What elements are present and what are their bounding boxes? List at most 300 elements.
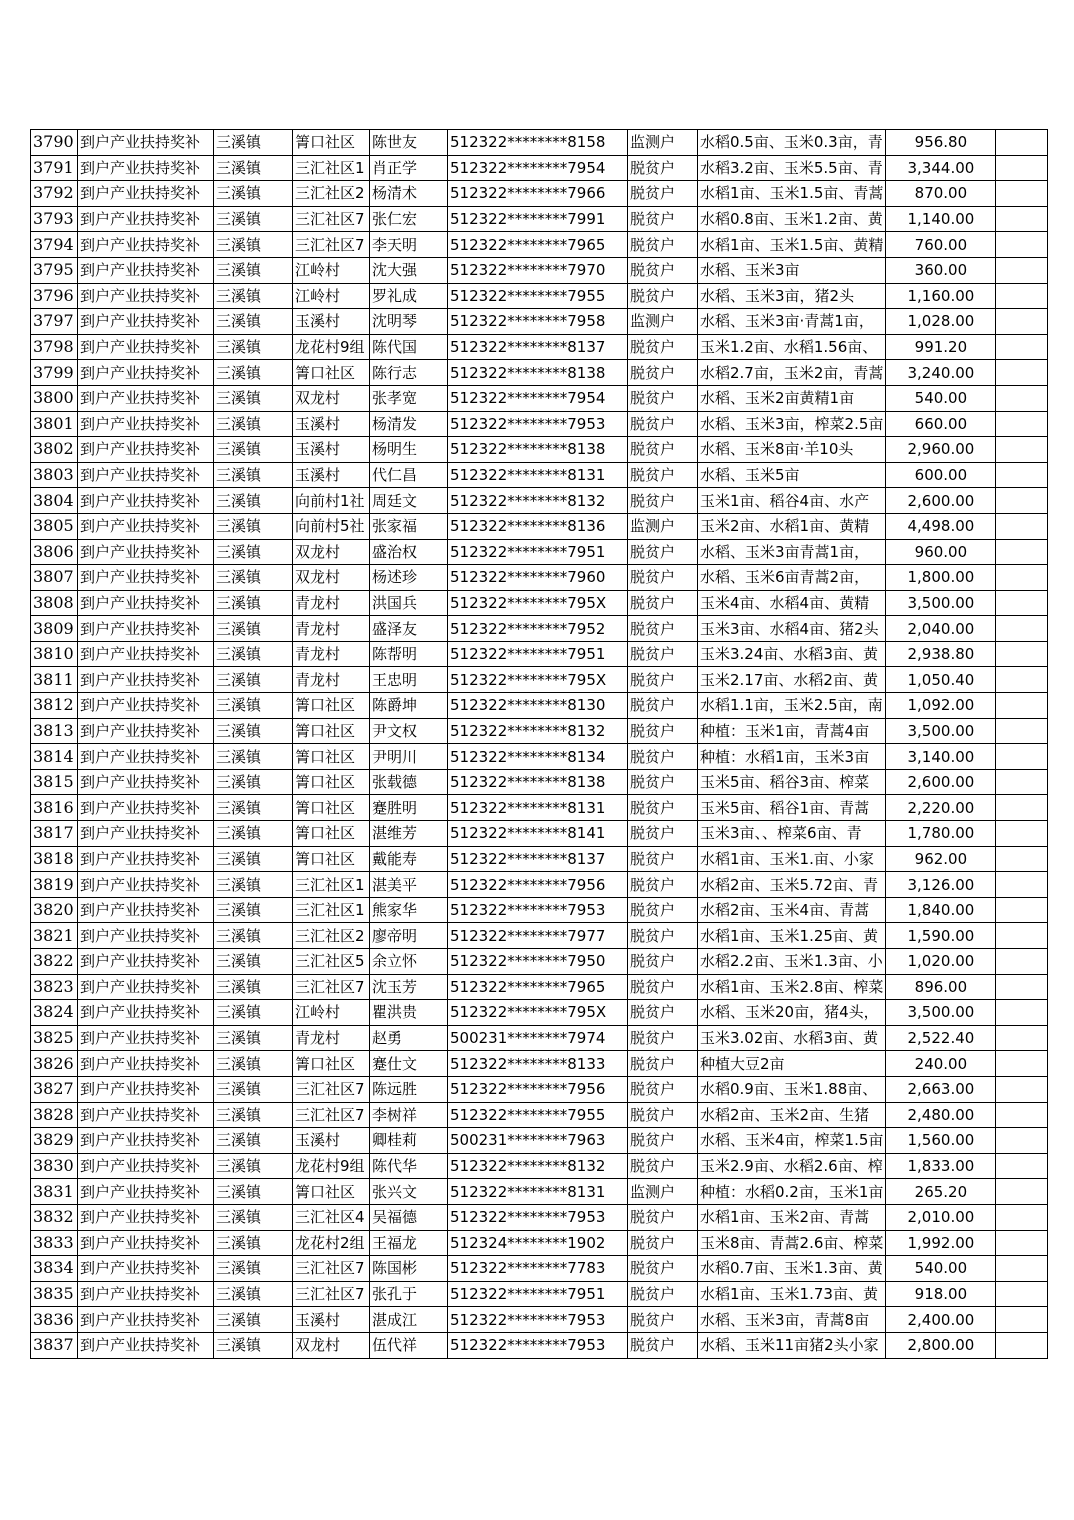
household-type-cell: 脱贫户	[628, 206, 698, 232]
remark-cell	[996, 1102, 1048, 1128]
planting-detail-cell: 玉米3.24亩、水稻3亩、黄	[698, 641, 886, 667]
person-name-cell: 杨明生	[370, 437, 448, 463]
remark-cell	[996, 360, 1048, 386]
household-type-cell: 脱贫户	[628, 1204, 698, 1230]
remark-cell	[996, 232, 1048, 258]
planting-detail-cell: 水稻1亩、玉米1.25亩、黄	[698, 923, 886, 949]
person-name-cell: 杨清术	[370, 181, 448, 207]
table-row	[31, 539, 1048, 565]
town-cell: 三溪镇	[214, 744, 293, 770]
id-number-cell: 512322********7954	[448, 155, 628, 181]
town-cell: 三溪镇	[214, 360, 293, 386]
id-number-cell: 512322********7955	[448, 283, 628, 309]
remark-cell	[996, 513, 1048, 539]
planting-detail-cell: 水稻0.8亩、玉米1.2亩、黄	[698, 206, 886, 232]
table-row	[31, 1179, 1048, 1205]
project-name-cell: 到户产业扶持奖补	[78, 897, 214, 923]
person-name-cell: 尹文权	[370, 718, 448, 744]
village-cell: 三汇社区2	[293, 181, 370, 207]
person-name-cell: 陈行志	[370, 360, 448, 386]
remark-cell	[996, 974, 1048, 1000]
project-name-cell: 到户产业扶持奖补	[78, 1153, 214, 1179]
id-number-cell: 512322********8133	[448, 1051, 628, 1077]
household-type-cell: 脱贫户	[628, 334, 698, 360]
village-cell: 向前村5社	[293, 513, 370, 539]
remark-cell	[996, 846, 1048, 872]
remark-cell	[996, 385, 1048, 411]
amount-cell: 1,560.00	[886, 1128, 996, 1154]
amount-cell: 660.00	[886, 411, 996, 437]
village-cell: 玉溪村	[293, 309, 370, 335]
town-cell: 三溪镇	[214, 795, 293, 821]
planting-detail-cell: 玉米5亩、稻谷1亩、青蒿	[698, 795, 886, 821]
person-name-cell: 李树祥	[370, 1102, 448, 1128]
planting-detail-cell: 玉米2.9亩、水稻2.6亩、榨	[698, 1153, 886, 1179]
town-cell: 三溪镇	[214, 821, 293, 847]
id-number-cell: 500231********7974	[448, 1025, 628, 1051]
row-number-cell: 3801	[31, 411, 78, 437]
person-name-cell: 陈帮明	[370, 641, 448, 667]
person-name-cell: 周廷文	[370, 488, 448, 514]
id-number-cell: 512322********7953	[448, 411, 628, 437]
person-name-cell: 张载德	[370, 769, 448, 795]
row-number-cell: 3802	[31, 437, 78, 463]
id-number-cell: 512322********8132	[448, 718, 628, 744]
row-number-cell: 3825	[31, 1025, 78, 1051]
planting-detail-cell: 水稻1.1亩，玉米2.5亩，南	[698, 693, 886, 719]
table-row	[31, 641, 1048, 667]
id-number-cell: 512322********7960	[448, 565, 628, 591]
remark-cell	[996, 411, 1048, 437]
amount-cell: 240.00	[886, 1051, 996, 1077]
town-cell: 三溪镇	[214, 974, 293, 1000]
remark-cell	[996, 155, 1048, 181]
remark-cell	[996, 1051, 1048, 1077]
project-name-cell: 到户产业扶持奖补	[78, 1025, 214, 1051]
table-row	[31, 590, 1048, 616]
household-type-cell: 脱贫户	[628, 232, 698, 258]
row-number-cell: 3830	[31, 1153, 78, 1179]
town-cell: 三溪镇	[214, 1179, 293, 1205]
table-row	[31, 513, 1048, 539]
planting-detail-cell: 玉米8亩、青蒿2.6亩、榨菜	[698, 1230, 886, 1256]
household-type-cell: 脱贫户	[628, 718, 698, 744]
table-row	[31, 744, 1048, 770]
planting-detail-cell: 水稻、玉米6亩青蒿2亩，	[698, 565, 886, 591]
remark-cell	[996, 1179, 1048, 1205]
amount-cell: 2,663.00	[886, 1076, 996, 1102]
person-name-cell: 张兴文	[370, 1179, 448, 1205]
id-number-cell: 512322********7951	[448, 539, 628, 565]
village-cell: 箐口社区	[293, 360, 370, 386]
id-number-cell: 512322********7953	[448, 897, 628, 923]
town-cell: 三溪镇	[214, 769, 293, 795]
household-type-cell: 脱贫户	[628, 923, 698, 949]
row-number-cell: 3805	[31, 513, 78, 539]
remark-cell	[996, 795, 1048, 821]
row-number-cell: 3791	[31, 155, 78, 181]
project-name-cell: 到户产业扶持奖补	[78, 565, 214, 591]
village-cell: 玉溪村	[293, 437, 370, 463]
household-type-cell: 监测户	[628, 513, 698, 539]
planting-detail-cell: 玉米5亩、稻谷3亩、榨菜	[698, 769, 886, 795]
remark-cell	[996, 923, 1048, 949]
household-type-cell: 脱贫户	[628, 1332, 698, 1358]
amount-cell: 4,498.00	[886, 513, 996, 539]
remark-cell	[996, 437, 1048, 463]
town-cell: 三溪镇	[214, 846, 293, 872]
id-number-cell: 512322********795X	[448, 1000, 628, 1026]
table-row	[31, 130, 1048, 156]
remark-cell	[996, 257, 1048, 283]
row-number-cell: 3814	[31, 744, 78, 770]
table-row	[31, 1204, 1048, 1230]
household-type-cell: 脱贫户	[628, 795, 698, 821]
row-number-cell: 3835	[31, 1281, 78, 1307]
remark-cell	[996, 616, 1048, 642]
amount-cell: 3,126.00	[886, 872, 996, 898]
person-name-cell: 代仁昌	[370, 462, 448, 488]
person-name-cell: 张家福	[370, 513, 448, 539]
planting-detail-cell: 水稻2亩、玉米5.72亩、青	[698, 872, 886, 898]
remark-cell	[996, 1153, 1048, 1179]
household-type-cell: 脱贫户	[628, 693, 698, 719]
amount-cell: 956.80	[886, 130, 996, 156]
household-type-cell: 脱贫户	[628, 462, 698, 488]
household-type-cell: 监测户	[628, 309, 698, 335]
town-cell: 三溪镇	[214, 232, 293, 258]
town-cell: 三溪镇	[214, 488, 293, 514]
village-cell: 三汇社区7	[293, 1256, 370, 1282]
village-cell: 箐口社区	[293, 718, 370, 744]
amount-cell: 1,160.00	[886, 283, 996, 309]
project-name-cell: 到户产业扶持奖补	[78, 923, 214, 949]
village-cell: 双龙村	[293, 1332, 370, 1358]
amount-cell: 360.00	[886, 257, 996, 283]
id-number-cell: 512322********7952	[448, 616, 628, 642]
household-type-cell: 监测户	[628, 130, 698, 156]
household-type-cell: 脱贫户	[628, 846, 698, 872]
id-number-cell: 512322********7991	[448, 206, 628, 232]
household-type-cell: 脱贫户	[628, 488, 698, 514]
table-row	[31, 257, 1048, 283]
village-cell: 箐口社区	[293, 1051, 370, 1077]
project-name-cell: 到户产业扶持奖补	[78, 1051, 214, 1077]
household-type-cell: 脱贫户	[628, 1230, 698, 1256]
town-cell: 三溪镇	[214, 513, 293, 539]
planting-detail-cell: 种植：水稻0.2亩，玉米1亩	[698, 1179, 886, 1205]
row-number-cell: 3819	[31, 872, 78, 898]
row-number-cell: 3818	[31, 846, 78, 872]
amount-cell: 870.00	[886, 181, 996, 207]
town-cell: 三溪镇	[214, 1153, 293, 1179]
table-row	[31, 897, 1048, 923]
row-number-cell: 3796	[31, 283, 78, 309]
planting-detail-cell: 水稻3.2亩、玉米5.5亩、青	[698, 155, 886, 181]
planting-detail-cell: 水稻0.9亩、玉米1.88亩、	[698, 1076, 886, 1102]
remark-cell	[996, 667, 1048, 693]
table-row	[31, 1153, 1048, 1179]
town-cell: 三溪镇	[214, 1128, 293, 1154]
amount-cell: 1,050.40	[886, 667, 996, 693]
town-cell: 三溪镇	[214, 923, 293, 949]
town-cell: 三溪镇	[214, 437, 293, 463]
household-type-cell: 脱贫户	[628, 155, 698, 181]
row-number-cell: 3792	[31, 181, 78, 207]
remark-cell	[996, 1281, 1048, 1307]
table-row	[31, 693, 1048, 719]
remark-cell	[996, 565, 1048, 591]
row-number-cell: 3836	[31, 1307, 78, 1333]
planting-detail-cell: 水稻、玉米4亩，榨菜1.5亩	[698, 1128, 886, 1154]
planting-detail-cell: 水稻0.7亩、玉米1.3亩、黄	[698, 1256, 886, 1282]
village-cell: 玉溪村	[293, 462, 370, 488]
village-cell: 箐口社区	[293, 130, 370, 156]
table-row	[31, 718, 1048, 744]
remark-cell	[996, 1204, 1048, 1230]
amount-cell: 540.00	[886, 1256, 996, 1282]
town-cell: 三溪镇	[214, 181, 293, 207]
table-body	[31, 130, 1048, 1359]
project-name-cell: 到户产业扶持奖补	[78, 513, 214, 539]
id-number-cell: 512322********7953	[448, 1307, 628, 1333]
table-row	[31, 667, 1048, 693]
project-name-cell: 到户产业扶持奖补	[78, 1230, 214, 1256]
id-number-cell: 512322********8131	[448, 462, 628, 488]
village-cell: 江岭村	[293, 283, 370, 309]
row-number-cell: 3809	[31, 616, 78, 642]
amount-cell: 896.00	[886, 974, 996, 1000]
person-name-cell: 盛泽友	[370, 616, 448, 642]
person-name-cell: 陈世友	[370, 130, 448, 156]
person-name-cell: 廖帝明	[370, 923, 448, 949]
amount-cell: 1,020.00	[886, 949, 996, 975]
person-name-cell: 湛美平	[370, 872, 448, 898]
amount-cell: 600.00	[886, 462, 996, 488]
row-number-cell: 3810	[31, 641, 78, 667]
household-type-cell: 脱贫户	[628, 974, 698, 1000]
person-name-cell: 肖正学	[370, 155, 448, 181]
project-name-cell: 到户产业扶持奖补	[78, 872, 214, 898]
household-type-cell: 脱贫户	[628, 539, 698, 565]
row-number-cell: 3799	[31, 360, 78, 386]
village-cell: 青龙村	[293, 590, 370, 616]
project-name-cell: 到户产业扶持奖补	[78, 1281, 214, 1307]
table-row	[31, 923, 1048, 949]
household-type-cell: 脱贫户	[628, 641, 698, 667]
row-number-cell: 3833	[31, 1230, 78, 1256]
town-cell: 三溪镇	[214, 309, 293, 335]
remark-cell	[996, 641, 1048, 667]
person-name-cell: 熊家华	[370, 897, 448, 923]
table-row	[31, 1076, 1048, 1102]
project-name-cell: 到户产业扶持奖补	[78, 1332, 214, 1358]
row-number-cell: 3813	[31, 718, 78, 744]
project-name-cell: 到户产业扶持奖补	[78, 667, 214, 693]
amount-cell: 1,833.00	[886, 1153, 996, 1179]
village-cell: 三汇社区7	[293, 232, 370, 258]
row-number-cell: 3823	[31, 974, 78, 1000]
amount-cell: 2,522.40	[886, 1025, 996, 1051]
town-cell: 三溪镇	[214, 130, 293, 156]
row-number-cell: 3795	[31, 257, 78, 283]
project-name-cell: 到户产业扶持奖补	[78, 462, 214, 488]
person-name-cell: 罗礼成	[370, 283, 448, 309]
table-row	[31, 872, 1048, 898]
town-cell: 三溪镇	[214, 283, 293, 309]
person-name-cell: 李天明	[370, 232, 448, 258]
row-number-cell: 3817	[31, 821, 78, 847]
household-type-cell: 脱贫户	[628, 744, 698, 770]
table-row	[31, 411, 1048, 437]
household-type-cell: 脱贫户	[628, 616, 698, 642]
remark-cell	[996, 488, 1048, 514]
table-row	[31, 437, 1048, 463]
remark-cell	[996, 744, 1048, 770]
person-name-cell: 王忠明	[370, 667, 448, 693]
id-number-cell: 512322********7954	[448, 385, 628, 411]
planting-detail-cell: 水稻、玉米2亩黄精1亩	[698, 385, 886, 411]
town-cell: 三溪镇	[214, 257, 293, 283]
planting-detail-cell: 玉米1.2亩、水稻1.56亩、	[698, 334, 886, 360]
amount-cell: 991.20	[886, 334, 996, 360]
town-cell: 三溪镇	[214, 565, 293, 591]
town-cell: 三溪镇	[214, 155, 293, 181]
id-number-cell: 512322********7951	[448, 1281, 628, 1307]
household-type-cell: 脱贫户	[628, 667, 698, 693]
table-row	[31, 795, 1048, 821]
table-row	[31, 1102, 1048, 1128]
project-name-cell: 到户产业扶持奖补	[78, 283, 214, 309]
person-name-cell: 陈远胜	[370, 1076, 448, 1102]
village-cell: 玉溪村	[293, 1128, 370, 1154]
table-row	[31, 1025, 1048, 1051]
planting-detail-cell: 玉米1亩、稻谷4亩、水产	[698, 488, 886, 514]
amount-cell: 960.00	[886, 539, 996, 565]
id-number-cell: 512322********8137	[448, 334, 628, 360]
person-name-cell: 陈国彬	[370, 1256, 448, 1282]
village-cell: 江岭村	[293, 1000, 370, 1026]
amount-cell: 3,500.00	[886, 1000, 996, 1026]
table-row	[31, 385, 1048, 411]
row-number-cell: 3822	[31, 949, 78, 975]
planting-detail-cell: 玉米3亩、、榨菜6亩、青	[698, 821, 886, 847]
row-number-cell: 3829	[31, 1128, 78, 1154]
row-number-cell: 3798	[31, 334, 78, 360]
project-name-cell: 到户产业扶持奖补	[78, 539, 214, 565]
household-type-cell: 脱贫户	[628, 949, 698, 975]
planting-detail-cell: 玉米3亩、水稻4亩、猪2头	[698, 616, 886, 642]
village-cell: 青龙村	[293, 1025, 370, 1051]
project-name-cell: 到户产业扶持奖补	[78, 590, 214, 616]
project-name-cell: 到户产业扶持奖补	[78, 769, 214, 795]
amount-cell: 2,800.00	[886, 1332, 996, 1358]
remark-cell	[996, 539, 1048, 565]
id-number-cell: 512322********7953	[448, 1332, 628, 1358]
planting-detail-cell: 水稻、玉米3亩青蒿1亩，	[698, 539, 886, 565]
project-name-cell: 到户产业扶持奖补	[78, 1000, 214, 1026]
table-row	[31, 1256, 1048, 1282]
amount-cell: 2,600.00	[886, 769, 996, 795]
household-type-cell: 脱贫户	[628, 181, 698, 207]
village-cell: 龙花村9组	[293, 1153, 370, 1179]
project-name-cell: 到户产业扶持奖补	[78, 411, 214, 437]
amount-cell: 2,400.00	[886, 1307, 996, 1333]
household-type-cell: 脱贫户	[628, 1102, 698, 1128]
subsidy-table	[30, 129, 1048, 1359]
person-name-cell: 沈玉芳	[370, 974, 448, 1000]
project-name-cell: 到户产业扶持奖补	[78, 181, 214, 207]
table-row	[31, 616, 1048, 642]
row-number-cell: 3793	[31, 206, 78, 232]
village-cell: 三汇社区7	[293, 206, 370, 232]
remark-cell	[996, 206, 1048, 232]
village-cell: 箐口社区	[293, 1179, 370, 1205]
person-name-cell: 吴福德	[370, 1204, 448, 1230]
town-cell: 三溪镇	[214, 1204, 293, 1230]
person-name-cell: 余立怀	[370, 949, 448, 975]
town-cell: 三溪镇	[214, 616, 293, 642]
person-name-cell: 张孝宽	[370, 385, 448, 411]
village-cell: 三汇社区7	[293, 1076, 370, 1102]
remark-cell	[996, 334, 1048, 360]
id-number-cell: 512322********7955	[448, 1102, 628, 1128]
project-name-cell: 到户产业扶持奖补	[78, 821, 214, 847]
household-type-cell: 脱贫户	[628, 1051, 698, 1077]
village-cell: 箐口社区	[293, 693, 370, 719]
remark-cell	[996, 718, 1048, 744]
planting-detail-cell: 水稻、玉米3亩·青蒿1亩，	[698, 309, 886, 335]
id-number-cell: 512322********8131	[448, 1179, 628, 1205]
project-name-cell: 到户产业扶持奖补	[78, 206, 214, 232]
remark-cell	[996, 462, 1048, 488]
person-name-cell: 蹇胜明	[370, 795, 448, 821]
project-name-cell: 到户产业扶持奖补	[78, 616, 214, 642]
row-number-cell: 3828	[31, 1102, 78, 1128]
village-cell: 向前村1社	[293, 488, 370, 514]
person-name-cell: 伍代祥	[370, 1332, 448, 1358]
amount-cell: 1,140.00	[886, 206, 996, 232]
person-name-cell: 沈明琴	[370, 309, 448, 335]
town-cell: 三溪镇	[214, 667, 293, 693]
id-number-cell: 500231********7963	[448, 1128, 628, 1154]
person-name-cell: 洪国兵	[370, 590, 448, 616]
town-cell: 三溪镇	[214, 334, 293, 360]
remark-cell	[996, 821, 1048, 847]
table-row	[31, 181, 1048, 207]
planting-detail-cell: 水稻、玉米3亩，猪2头	[698, 283, 886, 309]
village-cell: 青龙村	[293, 616, 370, 642]
village-cell: 箐口社区	[293, 795, 370, 821]
id-number-cell: 512322********7953	[448, 1204, 628, 1230]
planting-detail-cell: 水稻1亩、玉米1.73亩、黄	[698, 1281, 886, 1307]
table-row	[31, 462, 1048, 488]
village-cell: 三汇社区4	[293, 1204, 370, 1230]
table-row	[31, 1128, 1048, 1154]
planting-detail-cell: 玉米2亩、水稻1亩、黄精	[698, 513, 886, 539]
person-name-cell: 湛维芳	[370, 821, 448, 847]
planting-detail-cell: 水稻、玉米8亩·羊10头	[698, 437, 886, 463]
id-number-cell: 512322********8158	[448, 130, 628, 156]
town-cell: 三溪镇	[214, 1025, 293, 1051]
amount-cell: 3,140.00	[886, 744, 996, 770]
amount-cell: 2,960.00	[886, 437, 996, 463]
town-cell: 三溪镇	[214, 1281, 293, 1307]
person-name-cell: 尹明川	[370, 744, 448, 770]
village-cell: 箐口社区	[293, 846, 370, 872]
row-number-cell: 3834	[31, 1256, 78, 1282]
remark-cell	[996, 897, 1048, 923]
